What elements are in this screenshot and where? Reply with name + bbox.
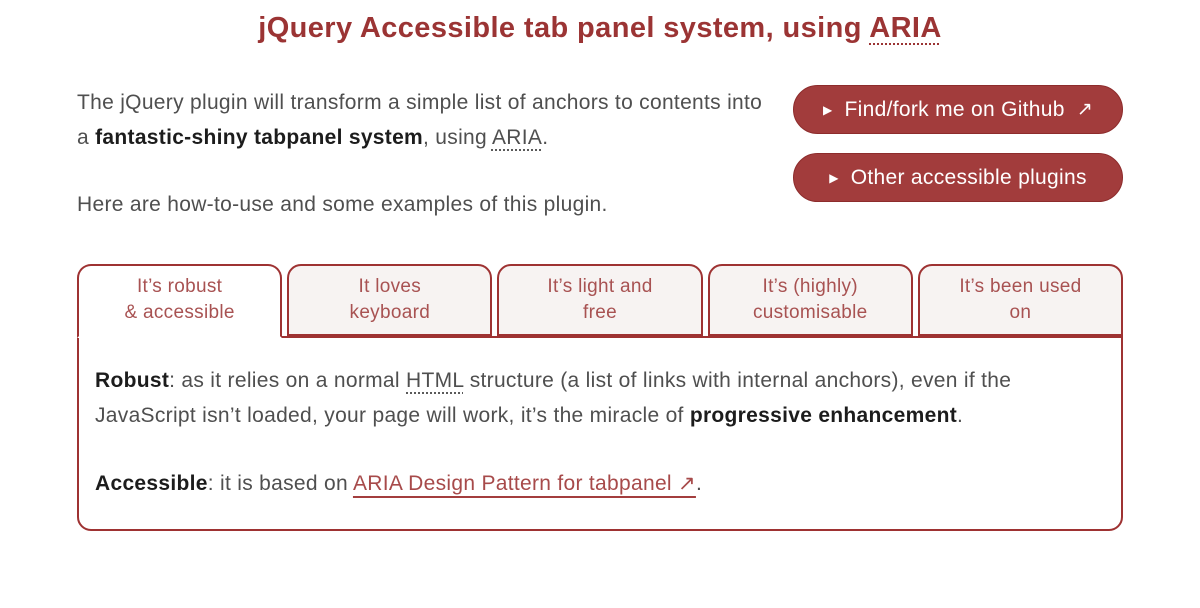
- intro-text-column: [77, 85, 767, 222]
- tab-loves-keyboard[interactable]: [287, 264, 492, 336]
- accessible-bold-label: Accessible: [95, 472, 208, 495]
- intro-text-2: , using: [423, 126, 492, 149]
- tab-label-line: It loves: [358, 276, 422, 297]
- other-plugins-button[interactable]: [793, 153, 1123, 202]
- github-button[interactable]: [793, 85, 1123, 134]
- tab-label-line: It’s robust: [136, 276, 223, 297]
- progressive-enhancement-bold: progressive enhancement: [689, 404, 957, 427]
- github-button-label: Find/fork me on Github: [844, 97, 1065, 121]
- tab-customisable[interactable]: [708, 264, 913, 336]
- action-buttons-column: [793, 85, 1123, 222]
- page-container: [77, 0, 1123, 531]
- tab-label-line: & accessible: [124, 302, 235, 323]
- tab-label-line: on: [1009, 302, 1032, 323]
- aria-intro-link[interactable]: ARIA: [491, 126, 543, 149]
- robust-paragraph: [95, 363, 1105, 433]
- other-plugins-button-label: Other accessible plugins: [850, 165, 1087, 189]
- accessible-paragraph: [95, 466, 1105, 501]
- page-title: [77, 0, 1123, 45]
- intro-bold-text: fantastic-shiny tabpanel system: [95, 126, 424, 149]
- tab-label-line: It’s been used: [959, 276, 1082, 297]
- robust-text-2: structure (a list of links with internal anchors), even if the JavaScript isn’t loaded, your page will work, it’s the miracle of: [95, 369, 1012, 427]
- robust-bold-label: Robust: [95, 369, 170, 392]
- tab-list: [77, 264, 1123, 336]
- triangle-icon: ▶: [829, 170, 839, 185]
- robust-text-3: .: [957, 404, 964, 427]
- intro-text-1: The jQuery plugin will transform a simple list of anchors to contents into a: [77, 91, 763, 149]
- html-link[interactable]: HTML: [406, 369, 464, 392]
- triangle-icon: ▶: [823, 102, 833, 117]
- intro-section: [77, 85, 1123, 222]
- tab-label-line: It’s (highly): [762, 276, 858, 297]
- intro-paragraph: [77, 85, 767, 155]
- robust-text-1: : as it relies on a normal: [169, 369, 406, 392]
- tab-label-line: keyboard: [349, 302, 431, 323]
- page-title-text: jQuery Accessible tab panel system, using: [258, 12, 870, 44]
- tab-light-free[interactable]: [497, 264, 702, 336]
- tab-panel-content: [77, 336, 1123, 531]
- tab-been-used-on[interactable]: [918, 264, 1123, 336]
- intro-text-3: .: [542, 126, 549, 149]
- tab-robust-accessible[interactable]: [77, 264, 282, 338]
- aria-design-pattern-link[interactable]: ARIA Design Pattern for tabpanel ↗: [352, 472, 696, 495]
- tab-label-line: free: [583, 302, 617, 323]
- tab-label-line: It’s light and: [547, 276, 653, 297]
- tab-label-line: customisable: [752, 302, 868, 323]
- aria-title-link[interactable]: ARIA: [869, 12, 942, 44]
- external-link-icon: ↗: [1076, 99, 1093, 120]
- intro-subtext: Here are how-to-use and some examples of this plugin.: [77, 193, 608, 216]
- accessible-text-2: .: [695, 472, 703, 495]
- accessible-text-1: : it is based on: [207, 472, 353, 495]
